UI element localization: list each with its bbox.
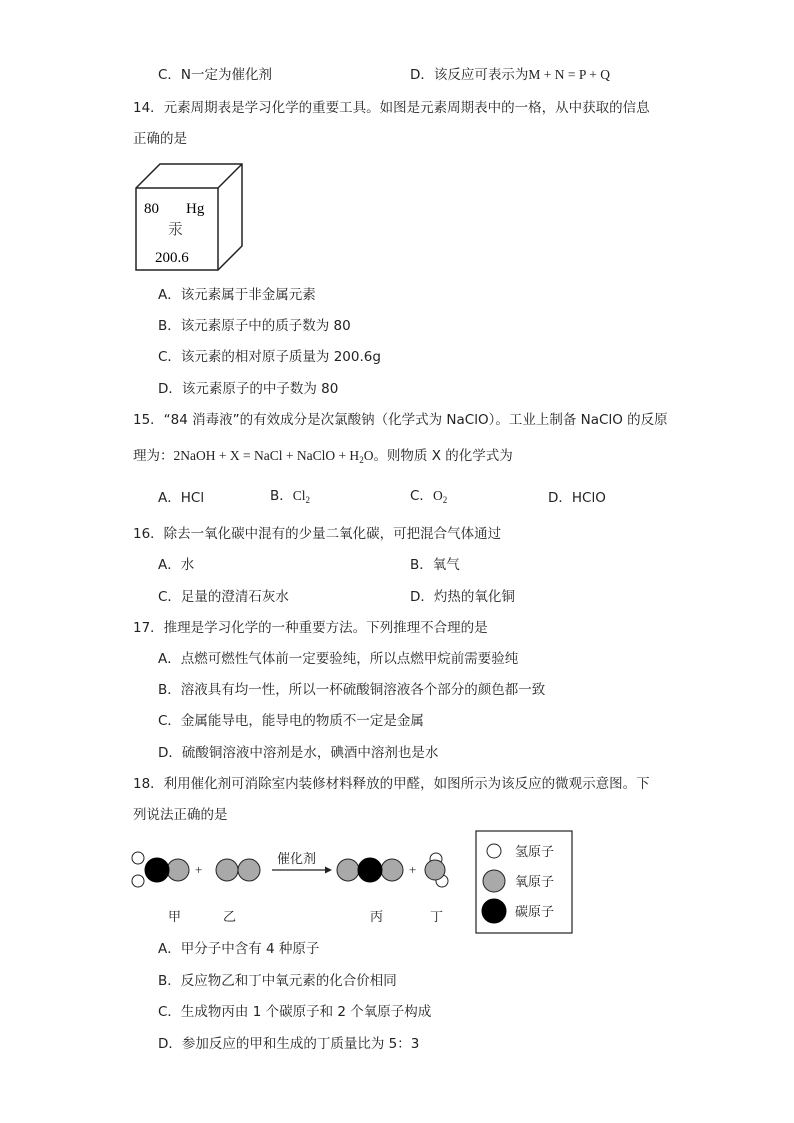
molecule-bing: [337, 858, 403, 882]
q15-option-b-formula: Cl: [292, 488, 306, 503]
q17-option-d: D．硫酸铜溶液中溶剂是水，碘酒中溶剂也是水: [158, 745, 439, 761]
q15-option-c-sub: 2: [442, 495, 448, 505]
label-ding: 丁: [430, 910, 444, 925]
reaction-arrow: [272, 867, 332, 874]
q15-stem-line1: 15．“84 消毒液”的有效成分是次氯酸钠（化学式为 NaClO）。工业上制备 NaClO 的反原: [133, 412, 668, 428]
q15-equation-sub: 2: [359, 455, 364, 465]
q15-option-d: D．HClO: [548, 490, 606, 506]
q15-option-b-sub: 2: [305, 495, 311, 505]
legend-hydrogen-label: 氢原子: [515, 845, 555, 860]
element-name: 汞: [168, 220, 184, 238]
q14-option-a: A．该元素属于非金属元素: [158, 287, 316, 303]
q15-option-c-formula: O: [432, 488, 443, 503]
q15-equation-tail: O: [363, 448, 374, 463]
molecule-yi: [216, 859, 260, 881]
plus-sign-2: +: [409, 862, 417, 877]
q18-stem-line2: 列说法正确的是: [133, 807, 228, 823]
q18-option-b: B．反应物乙和丁中氧元素的化合价相同: [158, 973, 397, 989]
legend-oxygen-icon: [483, 870, 505, 892]
label-yi: 乙: [223, 910, 237, 925]
q14-option-b: B．该元素原子中的质子数为 80: [158, 318, 351, 334]
q16-option-d: D．灼热的氧化铜: [410, 589, 515, 605]
q18-stem-line1: 18．利用催化剂可消除室内装修材料释放的甲醛，如图所示为该反应的微观示意图。下: [133, 776, 650, 792]
q15-option-a: A．HCl: [158, 490, 205, 506]
q15-equation: [174, 448, 374, 463]
q17-option-a: A．点燃可燃性气体前一定要验纯，所以点燃甲烷前需要验纯: [158, 651, 519, 667]
catalyst-label: 催化剂: [277, 852, 317, 867]
reaction-diagram: [120, 828, 580, 938]
q15-option-b: [270, 487, 310, 509]
q14-option-d: D．该元素原子的中子数为 80: [158, 381, 339, 397]
label-jia: 甲: [168, 910, 182, 925]
q15-stem-suffix: 。则物质 X 的化学式为: [373, 448, 513, 464]
plus-sign-1: +: [195, 862, 203, 877]
q15-option-c: [410, 487, 447, 509]
q16-option-c: C．足量的澄清石灰水: [158, 589, 289, 605]
label-bing: 丙: [370, 910, 384, 925]
q14-stem-line1: 14．元素周期表是学习化学的重要工具。如图是元素周期表中的一格，从中获取的信息: [133, 100, 650, 116]
atom-legend: [476, 831, 572, 933]
q13-option-d-equation: M + N = P + Q: [528, 67, 611, 82]
element-symbol: Hg: [186, 201, 205, 217]
q18-option-a: A．甲分子中含有 4 种原子: [158, 941, 320, 957]
molecule-jia: [132, 852, 189, 887]
legend-oxygen-label: 氧原子: [515, 875, 555, 890]
q13-option-c: C．N一定为催化剂: [158, 67, 273, 83]
q17-option-c: C．金属能导电，能导电的物质不一定是金属: [158, 713, 424, 729]
q16-stem: 16．除去一氧化碳中混有的少量二氧化碳，可把混合气体通过: [133, 526, 502, 542]
atomic-number: 80: [144, 201, 159, 217]
q15-stem-line2: [133, 447, 513, 469]
molecule-ding: [425, 853, 448, 887]
q15-option-b-label: B．: [270, 488, 293, 504]
q18-option-c: C．生成物丙由 1 个碳原子和 2 个氧原子构成: [158, 1004, 432, 1020]
q14-stem-line2: 正确的是: [133, 131, 187, 147]
legend-hydrogen-icon: [487, 844, 501, 858]
q17-option-b: B．溶液具有均一性，所以一杯硫酸铜溶液各个部分的颜色都一致: [158, 682, 546, 698]
q13-option-d: [410, 66, 610, 84]
q16-option-a: A．水: [158, 557, 195, 573]
q15-equation-main: 2NaOH + X = NaCl + NaClO + H: [173, 448, 360, 463]
q16-option-b: B．氧气: [410, 557, 460, 573]
legend-carbon-icon: [482, 899, 506, 923]
periodic-table-cell: [130, 158, 250, 274]
q14-option-c: C．该元素的相对原子质量为 200.6g: [158, 349, 381, 365]
atomic-mass: 200.6: [155, 250, 189, 266]
legend-carbon-label: 碳原子: [515, 905, 555, 920]
q18-option-d: D．参加反应的甲和生成的丁质量比为 5：3: [158, 1036, 420, 1052]
q17-stem: 17．推理是学习化学的一种重要方法。下列推理不合理的是: [133, 620, 488, 636]
q15-stem-prefix: 理为：: [133, 448, 174, 464]
q13-option-d-text: D．该反应可表示为: [410, 67, 529, 83]
q15-option-c-label: C．: [410, 488, 433, 504]
